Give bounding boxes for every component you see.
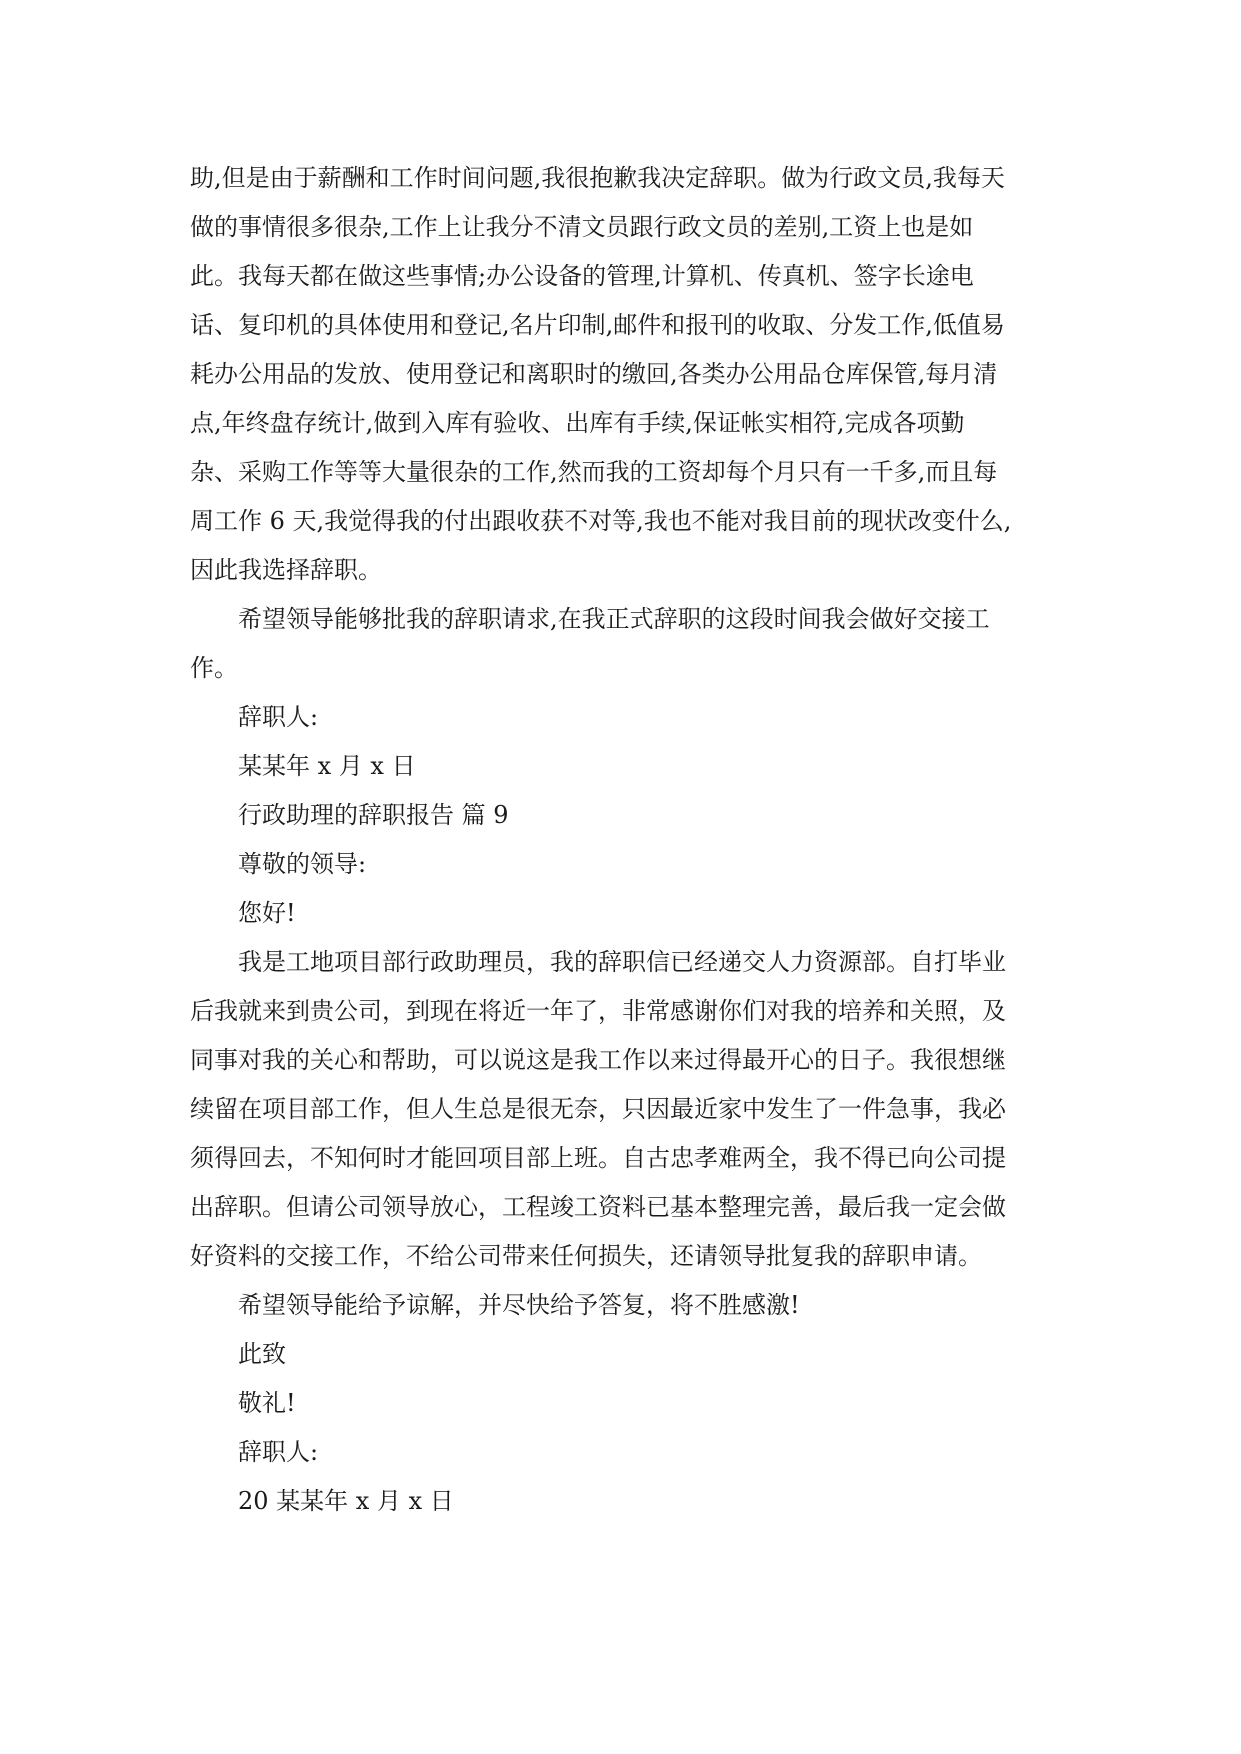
text-line: 我是工地项目部行政助理员，我的辞职信已经递交人力资源部。自打毕业 — [238, 948, 1006, 976]
closing-line: 此致 — [238, 1340, 286, 1368]
text-line: 耗办公用品的发放、使用登记和离职时的缴回,各类办公用品仓库保管,每月清 — [190, 360, 998, 388]
document-page — [190, 154, 1050, 1526]
signature-label: 辞职人: — [238, 703, 319, 731]
text-line: 出辞职。但请公司领导放心，工程竣工资料已基本整理完善，最后我一定会做 — [190, 1193, 1006, 1221]
text-line: 点,年终盘存统计,做到入库有验收、出库有手续,保证帐实相符,完成各项勤 — [190, 409, 965, 437]
text-line: 希望领导能够批我的辞职请求,在我正式辞职的这段时间我会做好交接工 — [238, 605, 990, 633]
text-line: 同事对我的关心和帮助，可以说这是我工作以来过得最开心的日子。我很想继 — [190, 1046, 1006, 1074]
text-line: 话、复印机的具体使用和登记,名片印制,邮件和报刊的收取、分发工作,低值易 — [190, 311, 1005, 339]
closing-line: 敬礼! — [238, 1389, 296, 1417]
text-line: 此。我每天都在做这些事情;办公设备的管理,计算机、传真机、签字长途电 — [190, 262, 974, 290]
text-line: 好资料的交接工作，不给公司带来任何损失，还请领导批复我的辞职申请。 — [190, 1242, 982, 1270]
text-line: 须得回去，不知何时才能回项目部上班。自古忠孝难两全，我不得已向公司提 — [190, 1144, 1006, 1172]
text-line: 周工作 6 天,我觉得我的付出跟收获不对等,我也不能对我目前的现状改变什么, — [190, 507, 1012, 535]
section-title: 行政助理的辞职报告 篇 9 — [238, 801, 509, 829]
text-line: 杂、采购工作等等大量很杂的工作,然而我的工资却每个月只有一千多,而且每 — [190, 458, 998, 486]
greeting: 您好! — [238, 899, 296, 927]
salutation: 尊敬的领导: — [238, 850, 367, 878]
text-line: 后我就来到贵公司，到现在将近一年了，非常感谢你们对我的培养和关照，及 — [190, 997, 1006, 1025]
date-line: 20 某某年 x 月 x 日 — [238, 1487, 454, 1515]
signature-label: 辞职人: — [238, 1438, 319, 1466]
text-line: 续留在项目部工作，但人生总是很无奈，只因最近家中发生了一件急事，我必 — [190, 1095, 1006, 1123]
text-line: 因此我选择辞职。 — [190, 556, 382, 584]
text-line: 作。 — [190, 654, 238, 682]
text-line: 助,但是由于薪酬和工作时间问题,我很抱歉我决定辞职。做为行政文员,我每天 — [190, 164, 1005, 192]
text-line: 做的事情很多很杂,工作上让我分不清文员跟行政文员的差别,工资上也是如 — [190, 213, 974, 241]
date-line: 某某年 x 月 x 日 — [238, 752, 416, 780]
text-line: 希望领导能给予谅解，并尽快给予答复，将不胜感激! — [238, 1291, 800, 1319]
